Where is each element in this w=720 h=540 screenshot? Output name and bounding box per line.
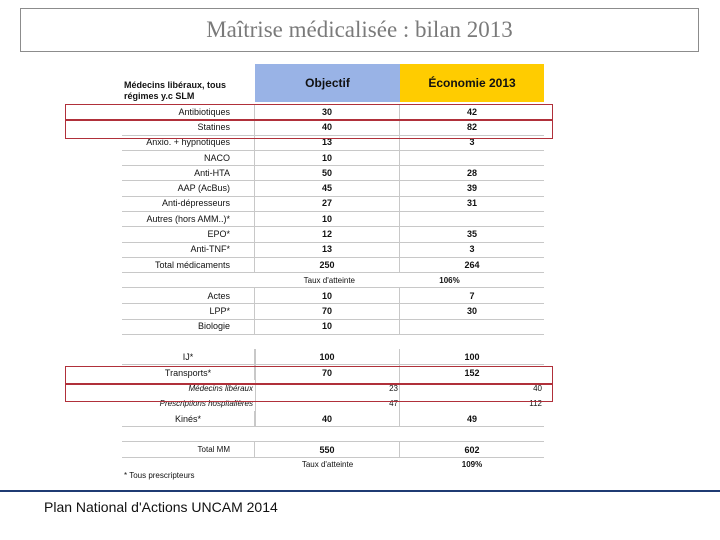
- row-economie: 7: [469, 290, 475, 301]
- section-divider: [122, 287, 544, 288]
- row-economie: 106%: [439, 276, 460, 286]
- row-objectif: 70: [255, 303, 400, 318]
- row-economie: 602: [464, 444, 480, 455]
- row-economie: 30: [466, 305, 477, 316]
- row-objectif: 40: [255, 119, 400, 134]
- row-economie: 264: [464, 259, 480, 270]
- table-row: [122, 150, 544, 166]
- highlight-statines: [65, 120, 553, 139]
- row-objectif: 47: [389, 398, 398, 408]
- row-economie: [400, 319, 544, 334]
- row-objectif: 30: [255, 104, 400, 119]
- row-empty: [122, 457, 255, 471]
- row-economie: 82: [466, 121, 477, 132]
- row-economie: [400, 211, 544, 226]
- row-label: Actes: [122, 288, 255, 303]
- row-label: Anti-HTA: [122, 165, 255, 180]
- row-label: Kinés*: [122, 411, 255, 426]
- row-label: AAP (AcBus): [122, 181, 255, 196]
- row-economie: 40: [533, 383, 542, 393]
- table-row: [122, 181, 544, 197]
- table-header-label: Médecins libéraux, tous régimes y.c SLM: [124, 80, 227, 101]
- row-label: Taux d'atteinte: [303, 276, 355, 286]
- table-row-taux-total: [122, 457, 544, 471]
- row-label: Médecins libéraux: [188, 383, 253, 393]
- table-row: [122, 211, 544, 227]
- table-row: [122, 303, 544, 319]
- row-label: Anxio. + hypnotiques: [122, 135, 255, 150]
- slide-title-box: [20, 8, 699, 52]
- row-label: Antibiotiques: [122, 104, 255, 119]
- footer-text: Plan National d'Actions UNCAM 2014: [44, 499, 278, 515]
- row-objectif: 70: [255, 365, 400, 380]
- row-label: Transports*: [122, 365, 255, 380]
- row-label: Anti-dépresseurs: [122, 196, 255, 211]
- row-objectif: 12: [255, 226, 400, 241]
- row-label: EPO*: [122, 226, 255, 241]
- table-row: [122, 288, 544, 304]
- slide-title: Maîtrise médicalisée : bilan 2013: [206, 17, 513, 42]
- row-economie: 35: [466, 229, 477, 240]
- row-objectif: 13: [255, 242, 400, 257]
- table-row-total: [122, 441, 544, 458]
- footer-rule: [0, 490, 720, 492]
- row-objectif: 10: [255, 319, 400, 334]
- highlight-medecins: [65, 384, 553, 402]
- row-economie: 109%: [461, 459, 483, 469]
- row-label: Total médicaments: [122, 257, 255, 272]
- table-row-kines: [122, 411, 544, 427]
- row-objectif: 23: [389, 383, 398, 393]
- table-row: [122, 257, 544, 273]
- table-row: [122, 319, 544, 335]
- row-objectif: 13: [255, 135, 400, 150]
- row-label: Biologie: [122, 319, 255, 334]
- row-objectif: 40: [255, 411, 400, 426]
- row-label: NACO: [122, 150, 255, 165]
- row-economie: 28: [466, 167, 477, 178]
- row-objectif: 45: [255, 181, 400, 196]
- row-objectif: 50: [255, 165, 400, 180]
- row-economie: 100: [464, 351, 480, 362]
- table-row: [122, 242, 544, 258]
- row-economie: 39: [466, 183, 477, 194]
- row-label: Autres (hors AMM..)*: [122, 211, 255, 226]
- table-row: [122, 226, 544, 242]
- row-economie: 49: [466, 413, 477, 424]
- row-label: Taux d'atteinte: [301, 459, 354, 469]
- row-economie: 112: [529, 398, 542, 408]
- row-label: LPP*: [122, 303, 255, 318]
- row-objectif: 250: [255, 257, 400, 272]
- row-economie: [400, 150, 544, 165]
- row-objectif: 100: [255, 349, 400, 364]
- row-economie: 31: [466, 198, 477, 209]
- highlight-transports: [65, 366, 553, 384]
- row-economie: 152: [464, 367, 480, 378]
- row-objectif: 27: [255, 196, 400, 211]
- row-label: Total MM: [122, 442, 255, 457]
- row-label: Statines: [122, 119, 255, 134]
- table-row-ij: [122, 349, 544, 365]
- row-economie: 3: [469, 244, 475, 255]
- row-objectif: 10: [255, 288, 400, 303]
- row-label: IJ*: [122, 349, 255, 364]
- header-economie: Économie 2013: [400, 64, 544, 102]
- row-objectif: 550: [255, 442, 400, 457]
- row-economie: 3: [469, 137, 475, 148]
- row-economie: 42: [466, 106, 477, 117]
- row-label: Anti-TNF*: [122, 242, 255, 257]
- row-objectif: 10: [255, 211, 400, 226]
- row-objectif: 10: [255, 150, 400, 165]
- row-label: Prescriptions hospitalières: [159, 398, 253, 408]
- highlight-antibiotiques: [65, 104, 553, 120]
- table-row: [122, 196, 544, 212]
- table-row: [122, 165, 544, 181]
- footnote: * Tous prescripteurs: [124, 471, 195, 480]
- header-objectif: Objectif: [255, 64, 400, 102]
